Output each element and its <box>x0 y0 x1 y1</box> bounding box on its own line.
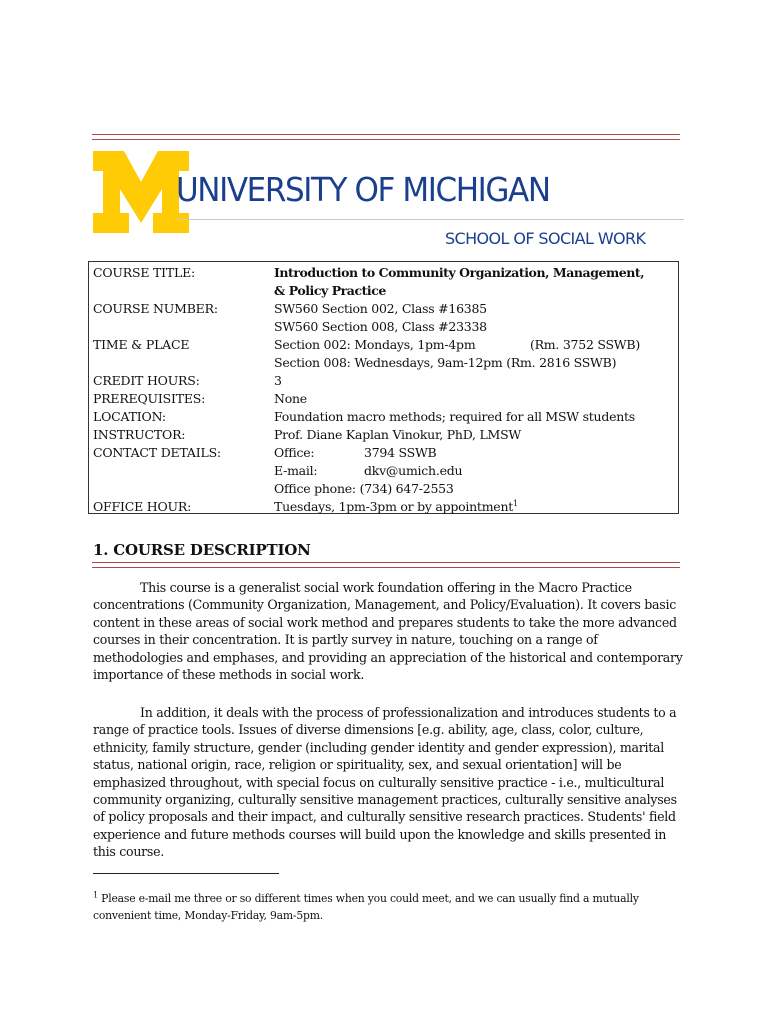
email-value[interactable]: dkv@umich.edu <box>364 463 463 478</box>
prerequisites-label: PREREQUISITES: <box>93 391 206 406</box>
course-number-1: SW560 Section 002, Class #16385 <box>274 301 487 316</box>
course-title-line-1: Introduction to Community Organization, Management, <box>274 265 645 280</box>
office-hour-label: OFFICE HOUR: <box>93 499 192 514</box>
time-place-1-room: (Rm. 3752 SSWB) <box>530 337 640 352</box>
description-paragraph-2: In addition, it deals with the process of professionalization and introduces students to a range of practice tools. Issues of diverse dimensions [e.g. ability, age, class, color, culture, ethnicity, family structure, gender (including gender identity and gender expression), marital status, national origin, race, religion or spirituality, sex, and sexual orientation] will be emphasized throughout, with special focus on culturally sensitive practice - i.e., multicultural community organizing, culturally sensitive management practices, culturally sensitive analyses of policy proposals and their impact, and culturally sensitive research practices. Students' field experience and future methods courses will build upon the knowledge and skills presented in this course. <box>93 705 677 860</box>
prerequisites-value: None <box>274 391 307 406</box>
office-value: 3794 SSWB <box>364 445 437 460</box>
time-place-2: Section 008: Wednesdays, 9am-12pm (Rm. 2816 SSWB) <box>274 355 617 370</box>
contact-details-label: CONTACT DETAILS: <box>93 445 221 460</box>
university-name: UNIVERSITY OF MICHIGAN <box>176 170 550 209</box>
office-phone: Office phone: (734) 647-2553 <box>274 481 454 496</box>
office-hour-text: Tuesdays, 1pm-3pm or by appointment <box>274 499 514 514</box>
location-value: Foundation macro methods; required for all MSW students <box>274 409 635 424</box>
instructor-value: Prof. Diane Kaplan Vinokur, PhD, LMSW <box>274 427 521 442</box>
footnote <box>93 891 683 924</box>
description-paragraph-1: This course is a generalist social work foundation offering in the Macro Practice concentrations (Community Organization, Management, and Policy/Evaluation). It covers basic content in these areas of social work method and prepares students to take the more advanced courses in their concentration. It is partly survey in nature, touching on a range of methodologies and emphases, and providing an appreciation of the historical and contemporary importance of these methods in social work. <box>93 580 683 683</box>
course-number-2: SW560 Section 008, Class #23338 <box>274 319 487 334</box>
top-rule <box>92 134 680 140</box>
credit-hours-value: 3 <box>274 373 282 388</box>
block-m-logo-icon <box>93 151 189 233</box>
section-rule <box>92 562 680 568</box>
footnote-separator <box>93 873 279 874</box>
course-number-label: COURSE NUMBER: <box>93 301 218 316</box>
course-title-line-2: & Policy Practice <box>274 283 386 298</box>
email-key: E-mail: <box>274 463 318 478</box>
school-name: SCHOOL OF SOCIAL WORK <box>445 229 646 248</box>
credit-hours-label: CREDIT HOURS: <box>93 373 200 388</box>
location-label: LOCATION: <box>93 409 166 424</box>
footnote-reference[interactable]: 1 <box>513 498 518 508</box>
time-place-1: Section 002: Mondays, 1pm-4pm <box>274 337 476 352</box>
logo-divider <box>176 219 684 220</box>
course-title-label: COURSE TITLE: <box>93 265 196 280</box>
footnote-text: Please e-mail me three or so different times when you could meet, and we can usually find a mutually convenient time, Monday-Friday, 9am-5pm. <box>93 892 639 922</box>
office-key: Office: <box>274 445 315 460</box>
section-heading: 1. COURSE DESCRIPTION <box>93 541 311 559</box>
office-hour-value <box>274 498 518 516</box>
instructor-label: INSTRUCTOR: <box>93 427 186 442</box>
time-place-label: TIME & PLACE <box>93 337 190 352</box>
footnote-mark: 1 <box>93 890 98 900</box>
